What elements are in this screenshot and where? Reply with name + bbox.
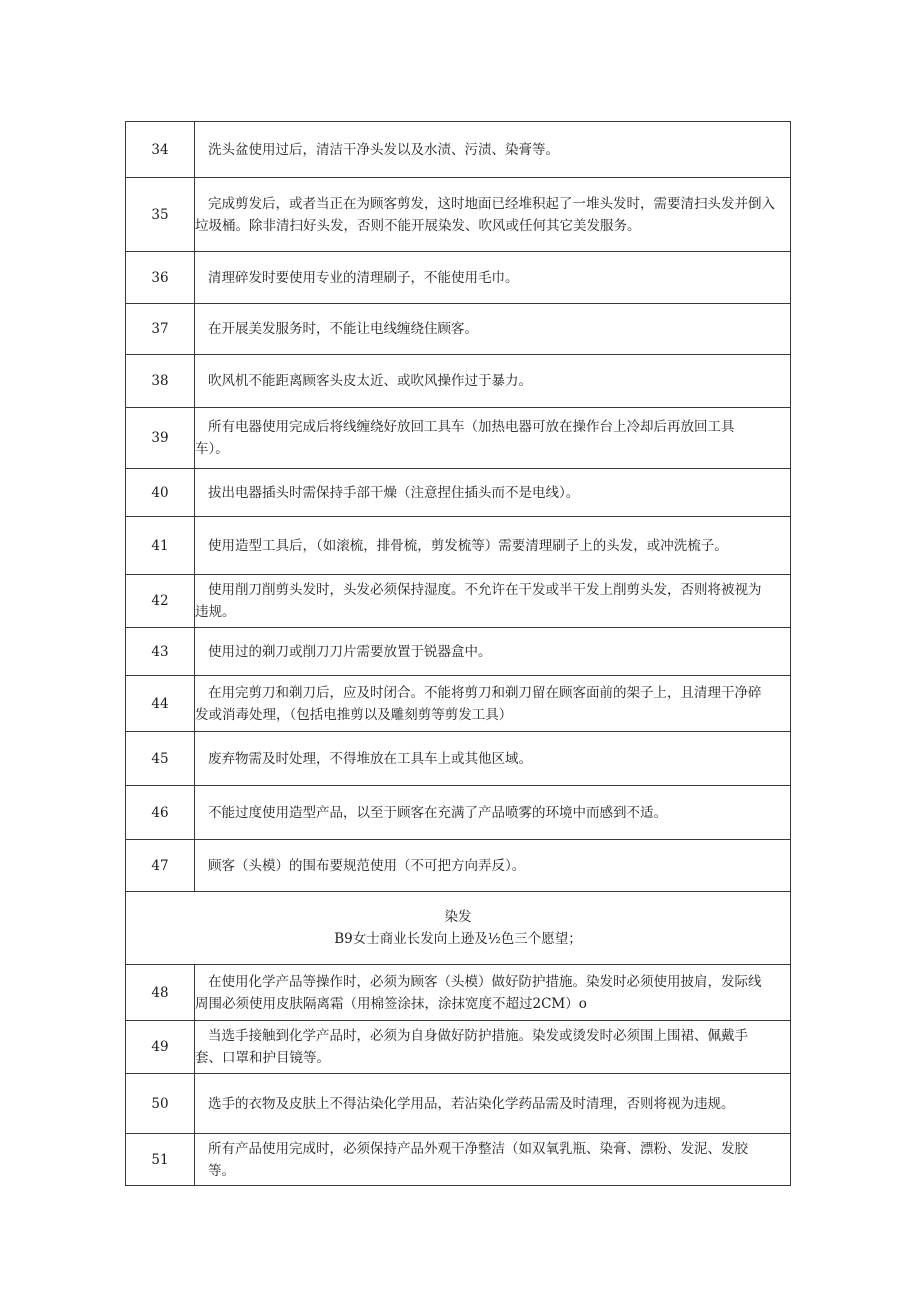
row-number: 42 [126,575,195,628]
section-header-row [126,892,791,965]
row-number: 51 [126,1134,195,1186]
rule-text: 选手的衣物及皮肤上不得沾染化学用品，若沾染化学药品需及时清理，否则将视为违规。 [195,1074,791,1134]
row-number: 44 [126,676,195,732]
row-number: 43 [126,628,195,676]
rule-text: 所有电器使用完成后将线缠绕好放回工具车（加热电器可放在操作台上冷却后再放回工具 车）。 [195,408,791,469]
rule-text: 洗头盆使用过后，清洁干净头发以及水渍、污渍、染膏等。 [195,122,791,178]
rule-text: 使用过的剃刀或削刀刀片需要放置于锐器盒中。 [195,628,791,676]
table-row [126,252,791,304]
rule-text: 使用削刀削剪头发时，头发必须保持湿度。不允许在干发或半干发上削剪头发，否则将被视为 违规。 [195,575,791,628]
section-title: 染发 [444,909,472,925]
table-row [126,408,791,469]
row-number: 35 [126,178,195,252]
row-number: 38 [126,355,195,408]
rule-text: 使用造型工具后，（如滚梳，排骨梳，剪发梳等）需要清理刷子上的头发，或冲洗梳子。 [195,517,791,575]
rule-text: 完成剪发后，或者当正在为顾客剪发，这时地面已经堆积起了一堆头发时，需要清扫头发并倒入 垃圾桶。除非清扫好头发，否则不能开展染发、吹风或任何其它美发服务。 [195,178,791,252]
table-row [126,965,791,1021]
row-number: 39 [126,408,195,469]
section-header [126,892,791,965]
row-number: 36 [126,252,195,304]
rule-text: 在用完剪刀和剃刀后，应及时闭合。不能将剪刀和剃刀留在顾客面前的架子上，且清理干净碎 发或消毒处理，（包括电推剪以及雕刻剪等剪发工具） [195,676,791,732]
table-row [126,1074,791,1134]
row-number: 45 [126,732,195,786]
rule-text: 吹风机不能距离顾客头皮太近、或吹风操作过于暴力。 [195,355,791,408]
row-number: 41 [126,517,195,575]
row-number: 46 [126,786,195,840]
rule-text: 当选手接触到化学产品时，必须为自身做好防护措施。染发或烫发时必须围上围裙、佩戴手 套、口罩和护目镜等。 [195,1021,791,1074]
table-row [126,732,791,786]
rule-text: 废弃物需及时处理，不得堆放在工具车上或其他区域。 [195,732,791,786]
table-row [126,122,791,178]
table-row [126,676,791,732]
row-number: 48 [126,965,195,1021]
rule-text: 清理碎发时要使用专业的清理刷子，不能使用毛巾。 [195,252,791,304]
table-row [126,355,791,408]
table-row [126,517,791,575]
rule-text: 不能过度使用造型产品，以至于顾客在充满了产品喷雾的环境中而感到不适。 [195,786,791,840]
rule-text: 在使用化学产品等操作时，必须为顾客（头模）做好防护措施。染发时必须使用披肩，发际线 周围必须使用皮肤隔离霜（用棉签涂抹，涂抹宽度不超过2CM）o [195,965,791,1021]
row-number: 37 [126,304,195,355]
table-row [126,575,791,628]
table-row [126,469,791,517]
rule-text: 拔出电器插头时需保持手部干燥（注意捏住插头而不是电线）。 [195,469,791,517]
table-row [126,304,791,355]
row-number: 47 [126,840,195,892]
rule-text: 顾客（头模）的围布要规范使用（不可把方向弄反）。 [195,840,791,892]
table-row [126,786,791,840]
table-row [126,628,791,676]
row-number: 40 [126,469,195,517]
rules-table [125,121,791,1186]
table-row [126,1021,791,1074]
row-number: 34 [126,122,195,178]
rule-text: 所有产品使用完成时，必须保持产品外观干净整洁（如双氧乳瓶、染膏、漂粉、发泥、发胶 等。 [195,1134,791,1186]
table-row [126,1134,791,1186]
table-row [126,178,791,252]
row-number: 50 [126,1074,195,1134]
table-row [126,840,791,892]
rule-text: 在开展美发服务时，不能让电线缠绕住顾客。 [195,304,791,355]
section-subtitle: B9女士商业长发向上逊及½色三个愿望； [334,931,582,947]
row-number: 49 [126,1021,195,1074]
